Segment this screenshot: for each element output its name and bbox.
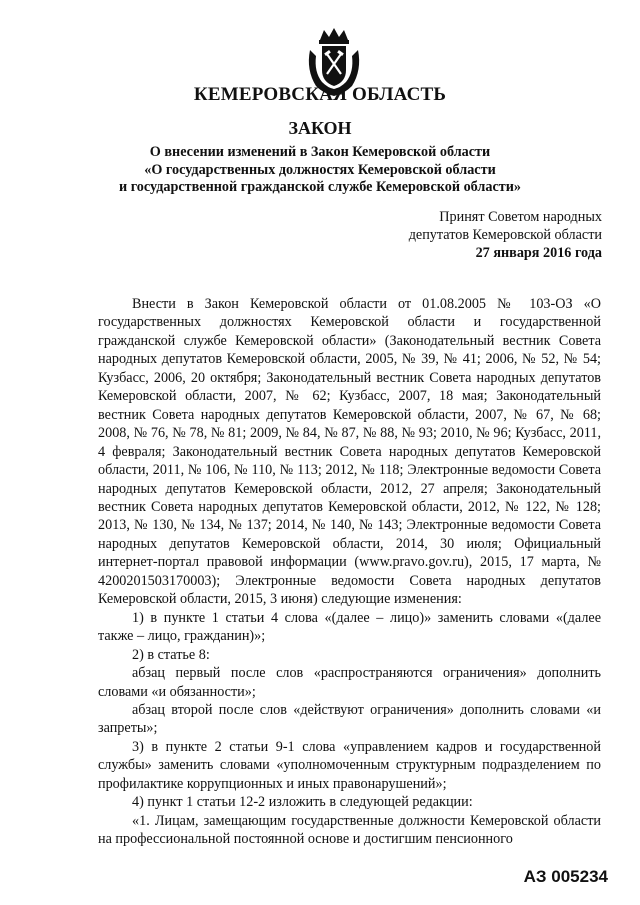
subtitle-line: «О государственных должностях Кемеровской области [144, 161, 496, 178]
body-paragraph: 1) в пункте 1 статьи 4 слова «(далее – лицо)» заменить словами «(далее также – лицо, гражданин)»; [98, 609, 601, 645]
subtitle-line: О внесении изменений в Закон Кемеровской области [149, 144, 491, 160]
body-paragraph: «1. Лицам, замещающим государственные должности Кемеровской области на профессиональной постоянной основе и достигшим пенсионного [98, 812, 601, 848]
law-subtitle [0, 144, 640, 197]
body-paragraph: 4) пункт 1 статьи 12-2 изложить в следующей редакции: [132, 794, 473, 811]
adoption-date: 27 января 2016 года [475, 245, 602, 261]
document-type: ЗАКОН [288, 118, 352, 138]
body-paragraph: 2) в статье 8: [132, 646, 210, 663]
adoption-line: Принят Советом народных [439, 209, 602, 225]
adoption-block [409, 208, 602, 262]
form-number: АЗ 005234 [523, 867, 608, 886]
body-paragraph: 3) в пункте 2 статьи 9-1 слова «управлением кадров и государственной службы» заменить словами «уполномоченным структурным подразделением по профилактике коррупционных и иных правонарушений»; [98, 738, 601, 792]
body-paragraph: абзац второй после слов «действуют ограничения» дополнить словами «и запреты»; [98, 701, 601, 737]
adoption-line: депутатов Кемеровской области [408, 227, 602, 243]
subtitle-line: и государственной гражданской службе Кемеровской области» [118, 179, 522, 195]
law-body [98, 295, 601, 849]
body-paragraph: абзац первый после слов «распространяются ограничения» дополнить словами «и обязанности»; [98, 665, 601, 700]
body-paragraph: Внести в Закон Кемеровской области от 01.08.2005 № 103-ОЗ «О государственных должностях Кемеровской области и государственной гражданской службе Кемеровской области» (Законодательный вестник Совета народных депутатов Кемеровской области, 2005, № 39, № 41; 2006, № 52, № 54; Кузбасс, 2006, 20 октября; Законодательный вестник Совета народных депутатов Кемеровской области, 2007, № 62; Кузбасс, 2007, 18 мая; Законодательный вестник Совета народных депутатов Кемеровской области, 2007, № 67, № 68; 2008, № 76, № 78, № 81; 2009, № 84, № 87, № 88, № 93; 2010, № 96; Кузбасс, 2011, 4 февраля; Законодательный вестник Совета народных депутатов Кемеровской области, 2011, № 106, № 110, № 113; 2012, № 118; Электронные ведомости Совета народных депутатов Кемеровской области, 2012, 27 апреля; Законодательный вестник Совета народных депутатов Кемеровской области, 2012, № 122, № 128; 2013, № 130, № 134, № 137; 2014, № 140, № 143; Электронные ведомости Совета народных депутатов Кемеровской области, 2014, 30 июля; Официальный интернет-портал правовой информации (www.pravo.gov.ru), 2015, 17 марта, № 4200201503170003); Электронные ведомости Совета народных депутатов Кемеровской области, 2015, 3 июня) следующие изменения: [98, 296, 601, 608]
region-title: КЕМЕРОВСКАЯ ОБЛАСТЬ [193, 84, 447, 105]
